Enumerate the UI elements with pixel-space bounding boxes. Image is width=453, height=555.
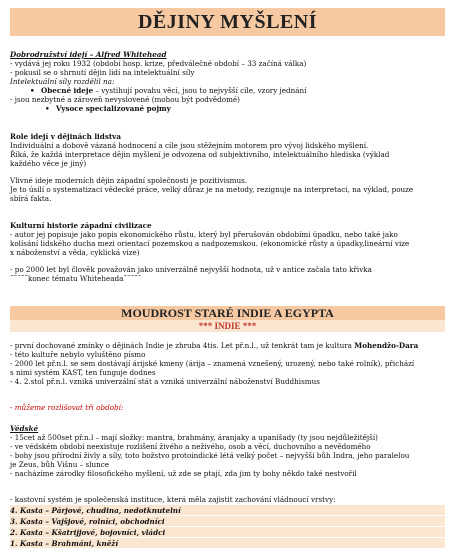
text-line: Je to úsilí o systematizaci vědecké práce, velký důraz je na metody, rezignuje na interpretaci, na výklad, pouze [10, 185, 414, 194]
caste-label: 2. Kasta – Kšatrijjové, bojovníci, vládci [10, 528, 166, 537]
text-line: - ve védském období neexistuje rozlišení živého a neživého, osob a věcí, duchovního a nevědomého [10, 442, 371, 451]
text-line: každého věce je jiný) [10, 159, 87, 168]
text-line: - nacházíme zárodky filosofického myšlení, už zde se ptají, zda jim ty bohy někdo také nestvořil [10, 469, 357, 478]
text-span: - první dochované zmínky o dějinách Indie je zhruba 4tis. Let př.n.l., už tenkrát tam je kultura [10, 341, 355, 350]
text-line: - jsou nezbytné a zároveň nevyslovené (mohou být podvědomé) [10, 95, 240, 104]
text-line: - po 2000 let byl člověk považován jako univerzálně nejvyšší hodnota, už v antice začala tato křivka [10, 265, 372, 274]
text-line: - vydává jej roku 1932 (období hosp. krize, předválečné období – 33 začíná válka) [10, 59, 307, 68]
subsection-banner-india [10, 320, 445, 332]
bullet-text: Vysoce specializované pojmy [56, 104, 171, 113]
text-line: kolísání lidského ducha mezi orientací pozemskou a nadpozemskou. (ekonomické růsty a úpadky,lineární vize [10, 239, 410, 248]
text-line: s nimi systém KAST, ten funguje dodnes [10, 368, 156, 377]
bullet-item [45, 104, 171, 113]
text-line: sbírá fakta. [10, 194, 52, 203]
text-line: - této kultuře nebylo vyluštěno písmo [10, 350, 146, 359]
section-heading-culture: Kulturní historie západní civilizace [10, 221, 152, 230]
text-line: Vlivné ideje moderních dějin západní společnosti je pozitivismus. [10, 176, 248, 185]
text-line: - autor jej popisuje jako popis ekonomického růstu, který byl přerušován obdobími úpadku, nebo také jako [10, 230, 398, 239]
title-banner [10, 8, 445, 36]
periods-intro: - můžeme rozlišovat tři období: [10, 403, 124, 412]
subsection-banner-title: *** INDIE *** [198, 321, 257, 331]
text-line: - 2000 let př.n.l. se sem dostávají árijské kmeny (árija – znamená vznešený, urozený, nebo také rolník), přichází [10, 359, 415, 368]
text-line: - bohy jsou přírodní živly a síly, toto božstvo protoindické létá velký počet – nejvyšší bůh Indra, jeho paralelou [10, 451, 410, 460]
text-line: Intelektuální síly rozdělil na: [10, 77, 115, 86]
page-title: DĚJINY MYŠLENÍ [137, 10, 318, 33]
section-heading-vedic: Védské [10, 424, 39, 433]
caste-label: 3. Kasta – Vajšjové, rolníci, obchodníci [10, 517, 165, 526]
text-line [10, 341, 418, 350]
section-heading-role: Role idejí v dějinách lidstva [10, 132, 122, 141]
bullet-icon: • [45, 104, 50, 113]
text-line: - pokusil se o shrnutí dějin lidí na intelektuální síly [10, 68, 195, 77]
text-line: Říká, že každá interpretace dějin myšlení je odvozena od subjektivního, intelektuálního hlediska (výklad [10, 150, 390, 159]
text-line: - 15cet až 500set př.n.l – mají složky: mantra, brahmány, áranjaky a upanišady (ty jsou nejdůležitější) [10, 433, 378, 442]
section-banner-title: MOUDROST STARÉ INDIE A EGYPTA [121, 305, 334, 320]
text-line: - 4. 2.stol př.n.l. vzniká univerzální stát a vzniká univerzální náboženství Buddhismus [10, 377, 320, 386]
caste-label: 4. Kasta – Párjové, chudina, nedotknutelní [10, 506, 181, 515]
caste-label: 1. Kasta – Brahmáni, kněží [10, 539, 119, 548]
section-banner-india-egypt [10, 306, 445, 320]
bullet-item [30, 86, 307, 95]
text-line: Individuální a dobově vázaná hodnocení a cíle jsou stěžejním motorem pro vývoj lidského myšlení. [10, 141, 369, 150]
bullet-bold-text: Obecné ideje [41, 86, 94, 95]
text-bold: Mohendžo-Dara [354, 341, 419, 350]
text-line: - kastovní systém je společenská instituce, která měla zajistit zachování vládnoucí vrstvy: [10, 495, 336, 504]
text-line: ˜˜˜˜˜konec tématu Whiteheada˜˜˜˜˜ [10, 274, 142, 283]
bullet-text: – vystihují povahu věcí, jsou to nejvyšší cíle, vzory jednání [93, 86, 307, 95]
section-heading-whitehead: Dobrodružství idejí – Alfred Whitehead [10, 50, 167, 59]
text-line: x náboženství a věda, cyklická vize) [10, 248, 140, 257]
text-line: je Zeus, bůh Višnu – slunce [10, 460, 110, 469]
bullet-icon: • [30, 86, 35, 95]
